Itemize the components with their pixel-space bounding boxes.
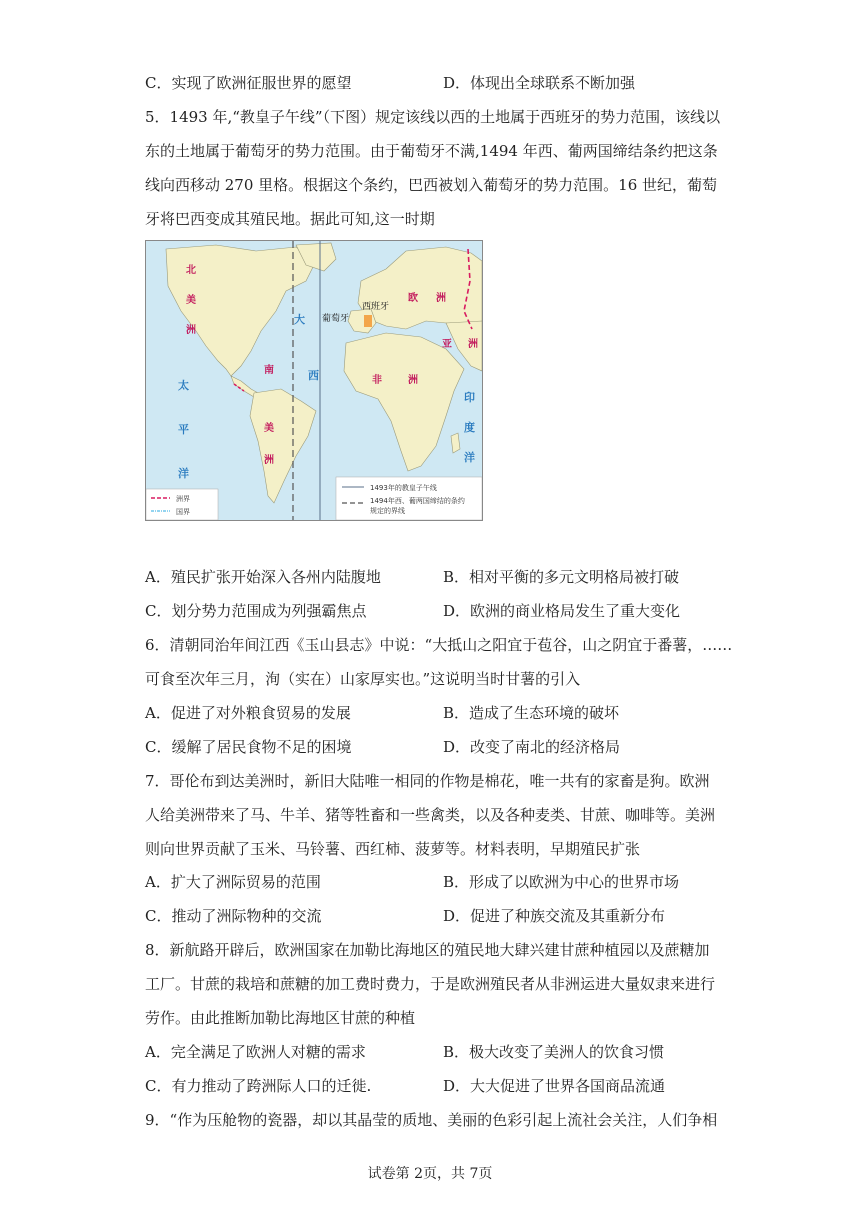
label-atlantic-1: 大 <box>294 313 305 326</box>
legend-1494-line-a: 1494年西、葡两国缔结的条约 <box>370 497 465 505</box>
q7-stem-line-1: 7．哥伦布到达美洲时，新旧大陆唯一相同的作物是棉花，唯一共有的家畜是狗。欧洲 <box>145 772 710 790</box>
spain-highlight <box>364 315 372 327</box>
label-spain: 西班牙 <box>362 302 390 312</box>
label-pacific-1: 太 <box>178 379 189 392</box>
q8-option-d: D．大大促进了世界各国商品流通 <box>443 1077 666 1095</box>
legend-1494-line-b: 规定的界线 <box>370 507 405 515</box>
label-asia-1: 亚 <box>442 339 452 350</box>
q5-stem-line-4: 牙将巴西变成其殖民地。据此可知,这一时期 <box>145 210 435 228</box>
label-africa-2: 洲 <box>408 375 418 386</box>
label-north-america-3: 洲 <box>186 325 196 336</box>
q7-stem-line-2: 人给美洲带来了马、牛羊、猪等牲畜和一些禽类，以及各种麦类、甘蔗、咖啡等。美洲 <box>145 806 716 824</box>
label-europe-1: 欧 <box>408 293 418 304</box>
q4-option-d: D．体现出全球联系不断加强 <box>443 74 636 92</box>
papal-line-map <box>145 240 483 521</box>
legend-1493-line: 1493年的教皇子午线 <box>370 484 437 492</box>
label-pacific-2: 平 <box>178 423 189 436</box>
q7-option-a: A．扩大了洲际贸易的范围 <box>145 873 321 891</box>
q9-stem-line-1: 9．“作为压舱物的瓷器，却以其晶莹的质地、美丽的色彩引起上流社会关注，人们争相 <box>145 1111 718 1129</box>
q5-option-b: B．相对平衡的多元文明格局被打破 <box>443 568 680 586</box>
label-africa-1: 非 <box>372 375 382 386</box>
label-south-america-1: 南 <box>264 365 274 376</box>
q5-stem-line-3: 线向西移动 270 里格。根据这个条约，巴西被划入葡萄牙的势力范围。16 世纪，葡萄 <box>145 176 718 194</box>
q5-option-c: C．划分势力范围成为列强霸焦点 <box>145 602 367 620</box>
label-atlantic-2: 西 <box>308 369 319 382</box>
q8-stem-line-3: 劳作。由此推断加勒比海地区甘蔗的种植 <box>145 1009 416 1027</box>
q7-stem-line-3: 则向世界贡献了玉米、马铃薯、西红柿、菠萝等。材料表明，早期殖民扩张 <box>145 840 641 858</box>
label-indian-2: 度 <box>464 421 475 434</box>
legend-continent-border: 洲界 <box>176 495 190 503</box>
q6-stem-line-2: 可食至次年三月，洵（实在）山家厚实也。”这说明当时甘薯的引入 <box>145 670 581 688</box>
label-indian-1: 印 <box>464 391 475 404</box>
label-north-america-1: 北 <box>186 265 196 276</box>
q6-option-d: D．改变了南北的经济格局 <box>443 738 621 756</box>
q4-option-c: C．实现了欧洲征服世界的愿望 <box>145 74 352 92</box>
label-indian-3: 洋 <box>464 451 475 464</box>
label-south-america-3: 洲 <box>264 455 274 466</box>
q8-stem-line-2: 工厂。甘蔗的栽培和蔗糖的加工费时费力，于是欧洲殖民者从非洲运进大量奴隶来进行 <box>145 975 716 993</box>
label-pacific-3: 洋 <box>178 467 189 480</box>
label-asia-2: 洲 <box>468 339 478 350</box>
q5-option-d: D．欧洲的商业格局发生了重大变化 <box>443 602 681 620</box>
q7-option-b: B．形成了以欧洲为中心的世界市场 <box>443 873 680 891</box>
q6-stem-line-1: 6．清朝同治年间江西《玉山县志》中说：“大抵山之阳宜于苞谷，山之阴宜于番薯，…… <box>145 636 733 654</box>
label-europe-2: 洲 <box>436 293 446 304</box>
label-south-america-2: 美 <box>264 423 274 434</box>
q7-option-c: C．推动了洲际物种的交流 <box>145 907 322 925</box>
q5-stem-line-2: 东的土地属于葡萄牙的势力范围。由于葡萄牙不满,1494 年西、葡两国缔结条约把这条 <box>145 142 718 160</box>
label-north-america-2: 美 <box>186 295 196 306</box>
q6-option-c: C．缓解了居民食物不足的困境 <box>145 738 352 756</box>
q7-option-d: D．促进了种族交流及其重新分布 <box>443 907 666 925</box>
q8-stem-line-1: 8．新航路开辟后，欧洲国家在加勒比海地区的殖民地大肆兴建甘蔗种植园以及蔗糖加 <box>145 941 710 959</box>
q6-option-b: B．造成了生态环境的破坏 <box>443 704 620 722</box>
q5-stem-line-1: 5．1493 年,“教皇子午线”（下图）规定该线以西的土地属于西班牙的势力范围，该线以 <box>145 108 721 126</box>
madagascar-shape <box>451 433 460 453</box>
q5-option-a: A．殖民扩张开始深入各州内陆腹地 <box>145 568 381 586</box>
q8-option-a: A．完全满足了欧洲人对糖的需求 <box>145 1043 366 1061</box>
label-portugal: 葡萄牙 <box>322 314 350 324</box>
q8-option-b: B．极大改变了美洲人的饮食习惯 <box>443 1043 665 1061</box>
page-footer: 试卷第 2页，共 7页 <box>367 1166 493 1182</box>
legend-national-border: 国界 <box>176 508 190 516</box>
q8-option-c: C．有力推动了跨洲际人口的迁徙. <box>145 1077 372 1095</box>
q6-option-a: A．促进了对外粮食贸易的发展 <box>145 704 351 722</box>
